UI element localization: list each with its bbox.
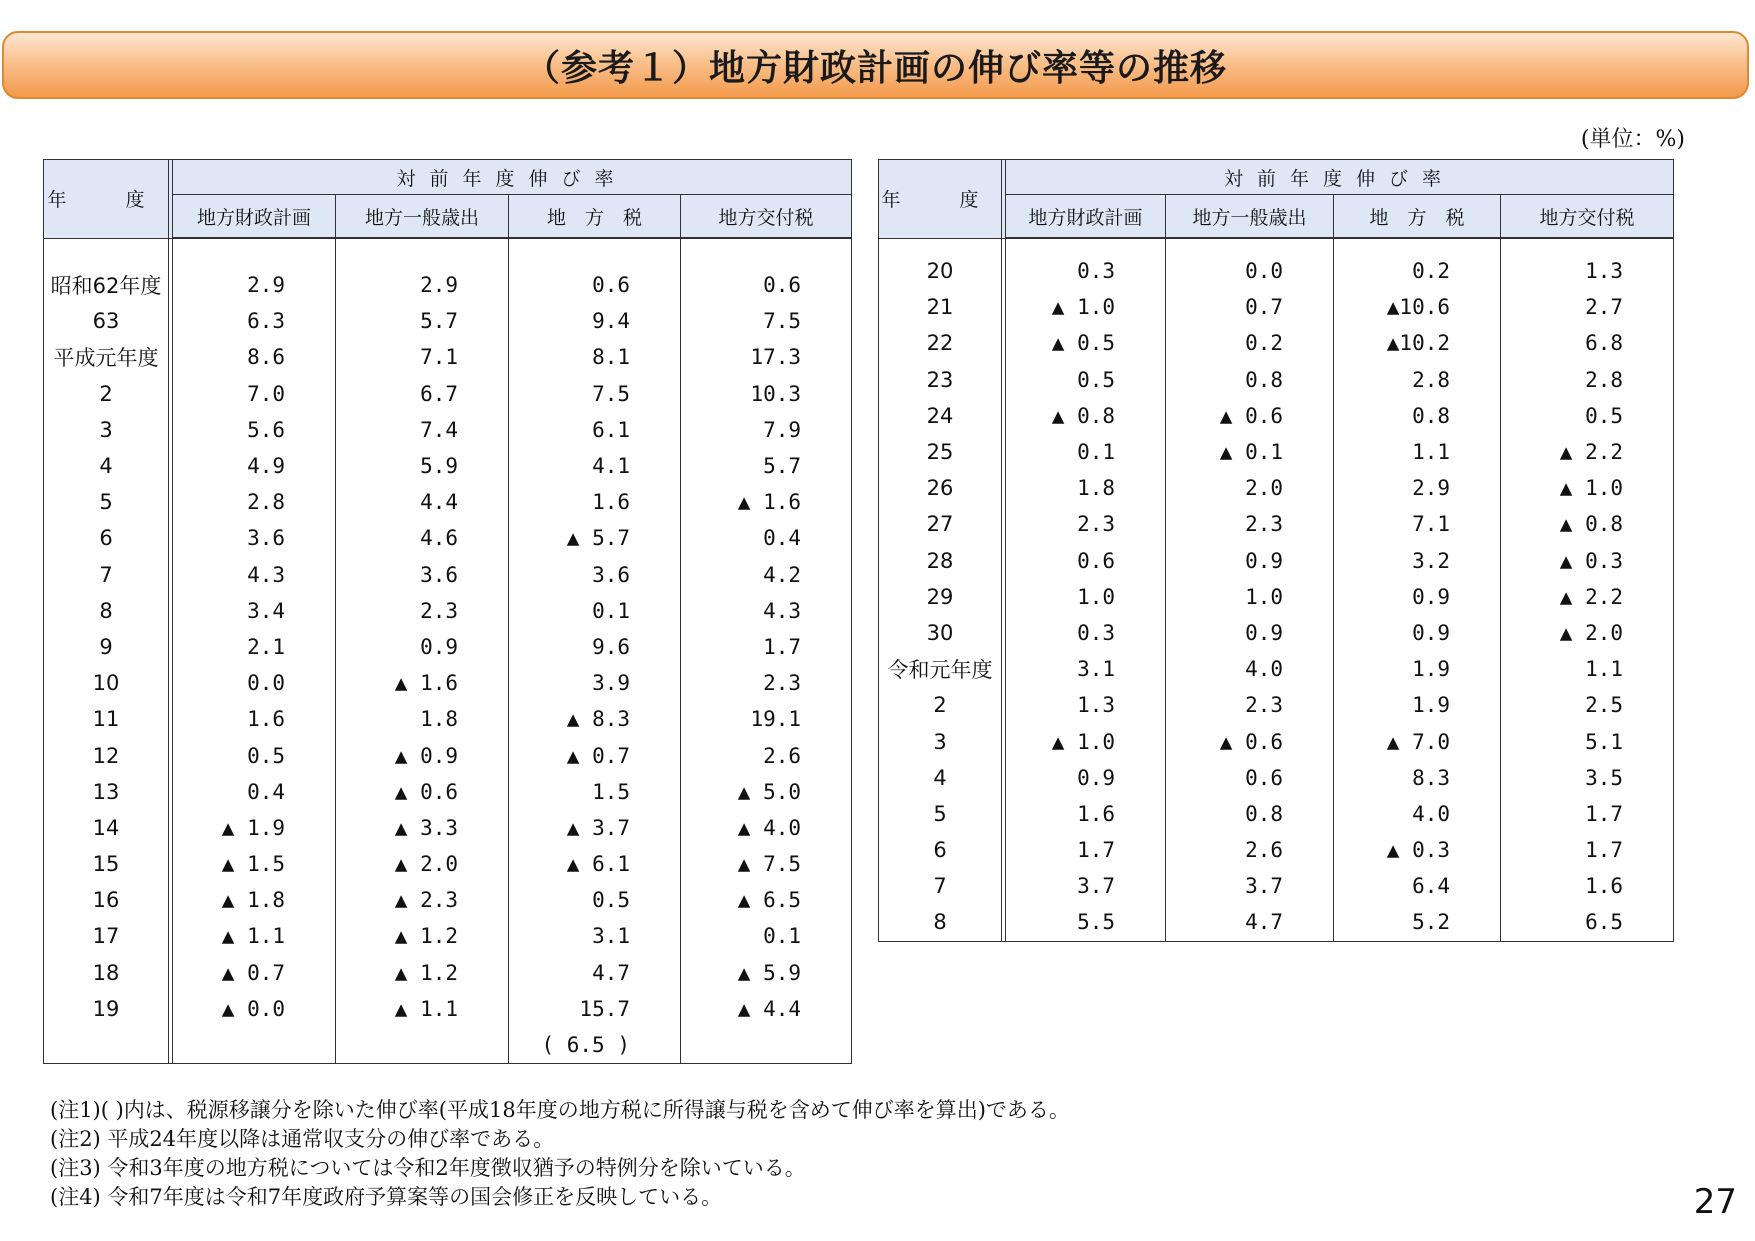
table-row xyxy=(44,557,852,593)
table-row xyxy=(879,760,1674,796)
value-cell xyxy=(336,1027,509,1064)
year-cell: 令和元年度 xyxy=(879,651,1002,687)
table-row xyxy=(44,376,852,412)
year-cell: 11 xyxy=(44,701,169,737)
value-cell: 2.9 xyxy=(1334,470,1501,506)
value-cell: 7.0 xyxy=(173,376,336,412)
value-cell: 2.3 xyxy=(681,665,852,701)
value-cell: 1.6 xyxy=(1501,868,1674,904)
unit-label: (単位：%) xyxy=(1580,127,1685,152)
value-cell: 4.2 xyxy=(681,557,852,593)
year-cell: 平成元年度 xyxy=(44,339,169,375)
value-cell: 0.0 xyxy=(1166,253,1334,289)
value-cell: 1.7 xyxy=(1501,832,1674,868)
year-cell: 18 xyxy=(44,955,169,991)
year-cell: 24 xyxy=(879,398,1002,434)
value-cell: 5.9 xyxy=(336,448,509,484)
growth-rate-group-header: 対前年度伸び率 xyxy=(173,160,852,195)
table-row xyxy=(879,398,1674,434)
value-cell: 2.8 xyxy=(1334,362,1501,398)
table-row xyxy=(879,362,1674,398)
value-cell: 4.7 xyxy=(509,955,681,991)
value-cell: ▲ 1.0 xyxy=(1006,723,1166,759)
spacer-cell xyxy=(1166,238,1334,253)
value-cell: 17.3 xyxy=(681,339,852,375)
year-cell: 7 xyxy=(879,868,1002,904)
year-cell: 29 xyxy=(879,579,1002,615)
spacer-cell xyxy=(173,238,336,267)
value-cell: 0.5 xyxy=(509,882,681,918)
value-cell: 7.5 xyxy=(509,376,681,412)
value-cell: 2.8 xyxy=(173,484,336,520)
year-cell: 6 xyxy=(879,832,1002,868)
spacer-cell xyxy=(681,238,852,267)
value-cell: 1.7 xyxy=(1501,796,1674,832)
year-cell: 4 xyxy=(44,448,169,484)
right-growth-table xyxy=(878,159,1674,942)
table-row xyxy=(44,303,852,339)
value-cell: 3.2 xyxy=(1334,543,1501,579)
value-cell: ▲ 1.2 xyxy=(336,918,509,954)
spacer-cell xyxy=(44,238,169,267)
value-cell: 3.1 xyxy=(509,918,681,954)
spacer-cell xyxy=(509,238,681,267)
value-cell: ▲ 1.6 xyxy=(681,484,852,520)
table-row xyxy=(879,615,1674,651)
value-cell: 0.5 xyxy=(173,737,336,773)
year-cell: 7 xyxy=(44,557,169,593)
value-cell: ▲ 1.6 xyxy=(336,665,509,701)
value-cell: ▲ 0.1 xyxy=(1166,434,1334,470)
table-row xyxy=(44,593,852,629)
growth-rate-group-header: 対前年度伸び率 xyxy=(1006,160,1674,195)
value-cell: 6.8 xyxy=(1501,325,1674,361)
value-cell: 2.6 xyxy=(1166,832,1334,868)
table-row xyxy=(879,796,1674,832)
value-cell: 4.0 xyxy=(1166,651,1334,687)
value-cell: ▲ 1.2 xyxy=(336,955,509,991)
value-cell: 7.1 xyxy=(336,339,509,375)
table-row xyxy=(879,506,1674,542)
table-row xyxy=(879,832,1674,868)
table-row xyxy=(44,846,852,882)
value-cell: ▲ 0.8 xyxy=(1006,398,1166,434)
value-cell: ▲ 7.0 xyxy=(1334,723,1501,759)
value-cell: 7.5 xyxy=(681,303,852,339)
table-row xyxy=(44,918,852,954)
value-cell: 0.1 xyxy=(509,593,681,629)
year-cell: 10 xyxy=(44,665,169,701)
value-cell: 6.1 xyxy=(509,412,681,448)
value-cell: 3.9 xyxy=(509,665,681,701)
value-cell: 10.3 xyxy=(681,376,852,412)
footnote: (注3) 令和3年度の地方税については令和2年度徴収猶予の特例分を除いている。 xyxy=(50,1156,806,1180)
year-cell: 昭和62年度 xyxy=(44,267,169,303)
table-row xyxy=(879,253,1674,289)
table-row xyxy=(44,448,852,484)
value-cell: 1.6 xyxy=(173,701,336,737)
value-cell: 4.1 xyxy=(509,448,681,484)
value-cell: 0.9 xyxy=(1334,615,1501,651)
value-cell: 1.1 xyxy=(1501,651,1674,687)
year-cell: 6 xyxy=(44,520,169,556)
column-header-plan: 地方財政計画 xyxy=(1006,195,1166,239)
value-cell: 3.1 xyxy=(1006,651,1166,687)
value-cell: 3.7 xyxy=(1166,868,1334,904)
value-cell: 1.3 xyxy=(1006,687,1166,723)
table-row xyxy=(44,520,852,556)
value-cell: ▲ 2.3 xyxy=(336,882,509,918)
year-cell: 13 xyxy=(44,774,169,810)
value-cell: 7.1 xyxy=(1334,506,1501,542)
table-row xyxy=(879,289,1674,325)
value-cell: ▲ 5.0 xyxy=(681,774,852,810)
value-cell: 0.8 xyxy=(1166,362,1334,398)
table-row xyxy=(879,723,1674,759)
value-cell: 2.8 xyxy=(1501,362,1674,398)
value-cell: 0.1 xyxy=(1006,434,1166,470)
value-cell: 0.4 xyxy=(173,774,336,810)
year-cell: 28 xyxy=(879,543,1002,579)
value-cell: 0.6 xyxy=(681,267,852,303)
value-cell: ▲ 2.0 xyxy=(1501,615,1674,651)
spacer-cell xyxy=(336,238,509,267)
value-cell: 0.5 xyxy=(1006,362,1166,398)
value-cell: 2.3 xyxy=(1166,687,1334,723)
table-row xyxy=(879,868,1674,904)
value-cell: 3.4 xyxy=(173,593,336,629)
table-row xyxy=(879,543,1674,579)
value-cell: 1.9 xyxy=(1334,651,1501,687)
value-cell: 4.3 xyxy=(681,593,852,629)
value-cell: 9.4 xyxy=(509,303,681,339)
value-cell: ▲ 1.1 xyxy=(336,991,509,1027)
value-cell: 0.7 xyxy=(1166,289,1334,325)
table-row xyxy=(44,991,852,1027)
year-column-header: 年 度 xyxy=(879,160,1002,239)
column-header-local-tax: 地 方 税 xyxy=(509,195,681,239)
value-cell: ▲10.6 xyxy=(1334,289,1501,325)
value-cell: ▲ 0.3 xyxy=(1501,543,1674,579)
table-row xyxy=(44,1027,852,1064)
value-cell: 3.6 xyxy=(509,557,681,593)
value-cell: ▲ 7.5 xyxy=(681,846,852,882)
year-cell: 14 xyxy=(44,810,169,846)
footnotes xyxy=(50,1096,1070,1212)
value-cell: ▲ 1.5 xyxy=(173,846,336,882)
year-cell: 2 xyxy=(879,687,1002,723)
value-cell: 0.9 xyxy=(336,629,509,665)
column-header-plan: 地方財政計画 xyxy=(173,195,336,239)
column-header-allocation-tax: 地方交付税 xyxy=(1501,195,1674,239)
year-cell: 9 xyxy=(44,629,169,665)
value-cell: 0.1 xyxy=(681,918,852,954)
year-cell: 22 xyxy=(879,325,1002,361)
value-cell: 1.7 xyxy=(681,629,852,665)
value-cell: ▲ 8.3 xyxy=(509,701,681,737)
value-cell: 8.1 xyxy=(509,339,681,375)
value-cell: 4.4 xyxy=(336,484,509,520)
table-row xyxy=(879,325,1674,361)
page-number: 27 xyxy=(1693,1182,1737,1222)
value-cell: ▲ 2.0 xyxy=(336,846,509,882)
value-cell: 5.1 xyxy=(1501,723,1674,759)
value-cell: 5.7 xyxy=(336,303,509,339)
value-cell: 2.7 xyxy=(1501,289,1674,325)
value-cell: 15.7 xyxy=(509,991,681,1027)
table-row xyxy=(44,955,852,991)
value-cell: 0.6 xyxy=(1166,760,1334,796)
value-cell: ▲ 0.7 xyxy=(509,737,681,773)
value-cell: ▲ 1.1 xyxy=(173,918,336,954)
year-cell: 3 xyxy=(44,412,169,448)
value-cell: ▲ 0.6 xyxy=(1166,398,1334,434)
value-cell: 2.5 xyxy=(1501,687,1674,723)
title-banner xyxy=(2,31,1749,99)
table-row xyxy=(44,339,852,375)
value-cell: 0.0 xyxy=(173,665,336,701)
value-cell: 4.3 xyxy=(173,557,336,593)
value-cell: ▲ 3.7 xyxy=(509,810,681,846)
value-cell: 6.5 xyxy=(1501,904,1674,941)
value-cell: ▲ 6.1 xyxy=(509,846,681,882)
value-cell: 3.7 xyxy=(1006,868,1166,904)
value-cell: 1.0 xyxy=(1006,579,1166,615)
table-row xyxy=(44,665,852,701)
value-cell: ▲ 0.0 xyxy=(173,991,336,1027)
value-cell: 1.0 xyxy=(1166,579,1334,615)
spacer-cell xyxy=(1006,238,1166,253)
value-cell: 2.9 xyxy=(336,267,509,303)
value-cell: 5.6 xyxy=(173,412,336,448)
value-cell: 1.3 xyxy=(1501,253,1674,289)
left-growth-table xyxy=(43,159,852,1064)
column-header-general-expenditure: 地方一般歳出 xyxy=(1166,195,1334,239)
value-cell xyxy=(173,1027,336,1064)
value-cell: 8.6 xyxy=(173,339,336,375)
value-cell: 0.6 xyxy=(1006,543,1166,579)
value-cell: 0.9 xyxy=(1166,543,1334,579)
year-cell: 20 xyxy=(879,253,1002,289)
year-cell: 27 xyxy=(879,506,1002,542)
value-cell: ▲ 1.0 xyxy=(1006,289,1166,325)
table-row xyxy=(879,470,1674,506)
value-cell: 9.6 xyxy=(509,629,681,665)
footnote: (注1)( )内は、税源移譲分を除いた伸び率(平成18年度の地方税に所得譲与税を含めて伸び率を算出)である。 xyxy=(50,1098,1070,1122)
value-cell: 2.3 xyxy=(1006,506,1166,542)
value-cell: 1.9 xyxy=(1334,687,1501,723)
value-cell: ▲ 0.3 xyxy=(1334,832,1501,868)
value-cell: 6.7 xyxy=(336,376,509,412)
year-cell: 5 xyxy=(44,484,169,520)
table-row xyxy=(44,737,852,773)
value-cell: ▲ 0.7 xyxy=(173,955,336,991)
value-cell: ▲ 0.9 xyxy=(336,737,509,773)
value-cell: 1.8 xyxy=(336,701,509,737)
table-row xyxy=(879,579,1674,615)
value-cell: 0.2 xyxy=(1334,253,1501,289)
year-cell: 4 xyxy=(879,760,1002,796)
year-cell: 25 xyxy=(879,434,1002,470)
table-row xyxy=(879,687,1674,723)
value-cell xyxy=(681,1027,852,1064)
value-cell: 2.6 xyxy=(681,737,852,773)
value-cell: 1.1 xyxy=(1334,434,1501,470)
year-cell: 8 xyxy=(44,593,169,629)
value-cell: 0.3 xyxy=(1006,253,1166,289)
value-cell: 0.9 xyxy=(1006,760,1166,796)
year-cell: 30 xyxy=(879,615,1002,651)
value-cell: 1.6 xyxy=(1006,796,1166,832)
footnote: (注2) 平成24年度以降は通常収支分の伸び率である。 xyxy=(50,1127,555,1151)
value-cell: ▲ 4.4 xyxy=(681,991,852,1027)
value-cell: 7.9 xyxy=(681,412,852,448)
table-row xyxy=(879,904,1674,941)
value-cell: ▲ 6.5 xyxy=(681,882,852,918)
value-cell: 4.9 xyxy=(173,448,336,484)
value-cell: 2.9 xyxy=(173,267,336,303)
year-cell: 12 xyxy=(44,737,169,773)
value-cell: ▲ 0.6 xyxy=(1166,723,1334,759)
column-header-local-tax: 地 方 税 xyxy=(1334,195,1501,239)
value-cell: 0.5 xyxy=(1501,398,1674,434)
value-cell: 6.4 xyxy=(1334,868,1501,904)
year-cell: 15 xyxy=(44,846,169,882)
value-cell: 8.3 xyxy=(1334,760,1501,796)
value-cell: ▲ 5.9 xyxy=(681,955,852,991)
value-cell: 0.8 xyxy=(1166,796,1334,832)
value-cell: 0.8 xyxy=(1334,398,1501,434)
value-cell: 2.1 xyxy=(173,629,336,665)
spacer-cell xyxy=(1334,238,1501,253)
value-cell: ( 6.5 ) xyxy=(509,1027,681,1064)
year-cell: 26 xyxy=(879,470,1002,506)
value-cell: 5.5 xyxy=(1006,904,1166,941)
year-cell: 19 xyxy=(44,991,169,1027)
value-cell: 4.7 xyxy=(1166,904,1334,941)
value-cell: ▲ 0.8 xyxy=(1501,506,1674,542)
value-cell: 6.3 xyxy=(173,303,336,339)
year-cell: 21 xyxy=(879,289,1002,325)
column-header-allocation-tax: 地方交付税 xyxy=(681,195,852,239)
value-cell: 5.2 xyxy=(1334,904,1501,941)
value-cell: ▲ 0.6 xyxy=(336,774,509,810)
year-cell: 16 xyxy=(44,882,169,918)
value-cell: ▲ 1.9 xyxy=(173,810,336,846)
value-cell: 0.9 xyxy=(1166,615,1334,651)
spacer-cell xyxy=(879,238,1002,253)
value-cell: 4.0 xyxy=(1334,796,1501,832)
value-cell: 0.3 xyxy=(1006,615,1166,651)
year-cell: 17 xyxy=(44,918,169,954)
value-cell: 2.3 xyxy=(336,593,509,629)
value-cell: 2.3 xyxy=(1166,506,1334,542)
value-cell: 2.0 xyxy=(1166,470,1334,506)
value-cell: 3.6 xyxy=(173,520,336,556)
value-cell: ▲ 5.7 xyxy=(509,520,681,556)
value-cell: 0.9 xyxy=(1334,579,1501,615)
spacer-cell xyxy=(1501,238,1674,253)
value-cell: ▲ 2.2 xyxy=(1501,579,1674,615)
value-cell: 0.6 xyxy=(509,267,681,303)
value-cell: 5.7 xyxy=(681,448,852,484)
year-cell: 8 xyxy=(879,904,1002,941)
year-cell: 5 xyxy=(879,796,1002,832)
table-row xyxy=(44,810,852,846)
table-row xyxy=(44,267,852,303)
value-cell: ▲10.2 xyxy=(1334,325,1501,361)
value-cell: 19.1 xyxy=(681,701,852,737)
table-row xyxy=(44,629,852,665)
year-cell xyxy=(44,1027,169,1064)
year-column-header: 年 度 xyxy=(44,160,169,239)
value-cell: 0.2 xyxy=(1166,325,1334,361)
year-cell: 63 xyxy=(44,303,169,339)
table-row xyxy=(44,484,852,520)
value-cell: ▲ 1.8 xyxy=(173,882,336,918)
value-cell: ▲ 0.5 xyxy=(1006,325,1166,361)
value-cell: 3.5 xyxy=(1501,760,1674,796)
value-cell: 1.5 xyxy=(509,774,681,810)
value-cell: 1.6 xyxy=(509,484,681,520)
value-cell: 1.8 xyxy=(1006,470,1166,506)
value-cell: 7.4 xyxy=(336,412,509,448)
value-cell: ▲ 4.0 xyxy=(681,810,852,846)
value-cell: 3.6 xyxy=(336,557,509,593)
table-row xyxy=(879,651,1674,687)
table-row xyxy=(44,412,852,448)
value-cell: ▲ 2.2 xyxy=(1501,434,1674,470)
year-cell: 2 xyxy=(44,376,169,412)
table-row xyxy=(44,701,852,737)
year-cell: 3 xyxy=(879,723,1002,759)
table-row xyxy=(44,882,852,918)
value-cell: 0.4 xyxy=(681,520,852,556)
table-row xyxy=(879,434,1674,470)
year-cell: 23 xyxy=(879,362,1002,398)
column-header-general-expenditure: 地方一般歳出 xyxy=(336,195,509,239)
table-row xyxy=(44,774,852,810)
value-cell: ▲ 1.0 xyxy=(1501,470,1674,506)
value-cell: ▲ 3.3 xyxy=(336,810,509,846)
value-cell: 1.7 xyxy=(1006,832,1166,868)
value-cell: 4.6 xyxy=(336,520,509,556)
footnote: (注4) 令和7年度は令和7年度政府予算案等の国会修正を反映している。 xyxy=(50,1185,723,1209)
page-title: （参考１）地方財政計画の伸び率等の推移 xyxy=(523,47,1227,89)
